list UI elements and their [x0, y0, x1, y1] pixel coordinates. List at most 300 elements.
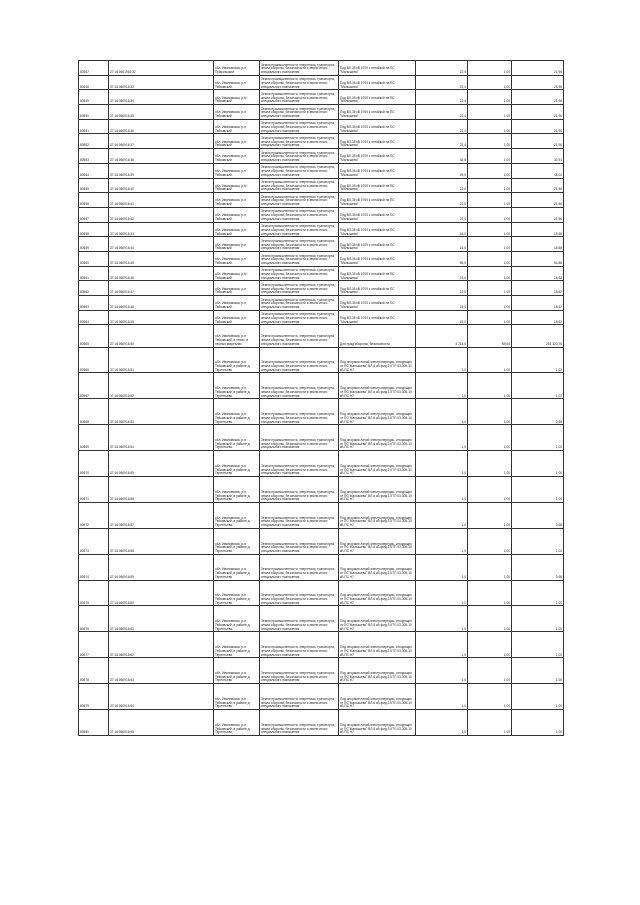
land-category-cell: Земли промышленности, энергетики, транспорта, земли обороны, безопасности и земли иного специального назначения [260, 684, 339, 710]
land-category-cell: Земли промышленности, энергетики, транспорта, земли обороны, безопасности и земли иного специального назначения [260, 528, 339, 554]
row-number-cell: 80574 [79, 554, 109, 580]
address-cell: обл. Ивановская, р-н Тейковский [214, 149, 260, 164]
cadastral-number-cell: 37:16:060916:56 [109, 477, 214, 503]
land-category-cell: Земли промышленности, энергетики, транспорта, земли обороны, безопасности и земли иного специального назначения [260, 296, 339, 311]
coefficient-cell: 1,00 [468, 425, 512, 451]
permitted-use-cell: Под ВЛ-35 кВ 0709 с отпайкой на ПС "Малышево" [339, 251, 416, 266]
table-row [79, 684, 564, 710]
cadastral-number-cell: 37:16:060916:51 [109, 347, 214, 373]
total-cell: 18,62 [512, 266, 564, 281]
table-row [79, 222, 564, 237]
permitted-use-cell: Под опорами линий электропередач, отходящих от ПС"Малышево" ВЛ-6 кВ фид.3 КТП 03-305-10 кВ ПС Н7 [339, 684, 416, 710]
row-number-cell: 80564 [79, 310, 109, 325]
permitted-use-cell: Под ВЛ-35 кВ 0709 с отпайкой на ПС "Малышево" [339, 178, 416, 193]
cadastral-number-cell: 37:16:060916:39 [109, 163, 214, 178]
area-cell: 22,4 [416, 134, 468, 149]
coefficient-cell: 1,00 [468, 178, 512, 193]
cadastral-number-cell: 37:16:060916:63 [109, 658, 214, 684]
row-number-cell: 80547 [79, 61, 109, 76]
table-row [79, 580, 564, 606]
coefficient-cell: 1,00 [468, 207, 512, 222]
cadastral-number-cell: 37:16:060916:49 [109, 310, 214, 325]
row-number-cell: 80557 [79, 207, 109, 222]
address-cell: обл. Ивановская, р-н Тейковский [214, 251, 260, 266]
row-number-cell: 80559 [79, 237, 109, 252]
address-cell: обл. Ивановская, р-н Тейковский [214, 134, 260, 149]
row-number-cell: 80573 [79, 528, 109, 554]
permitted-use-cell: Под опорами линий электропередач, отходящих от ПС"Малышево" ВЛ-6 кВ фид.3 КТП 03-305-10 кВ ПС Н7 [339, 477, 416, 503]
coefficient-cell: 1,00 [468, 632, 512, 658]
row-number-cell: 80579 [79, 684, 109, 710]
land-category-cell: Земли промышленности, энергетики, транспорта, земли обороны, безопасности и земли иного специального назначения [260, 75, 339, 90]
permitted-use-cell: Под ВЛ-35 кВ 0709 с отпайкой на ПС "Малышево" [339, 310, 416, 325]
permitted-use-cell: Под ВЛ-35 кВ 0709 с отпайкой на ПС "Малышево" [339, 119, 416, 134]
permitted-use-cell: Под опорами линий электропередач, отходящих от ПС"Малышево" ВЛ-6 кВ фид.3 КТП 03-305-10 кВ ПС Н7 [339, 451, 416, 477]
coefficient-cell: 1,00 [468, 451, 512, 477]
row-number-cell: 80565 [79, 325, 109, 347]
row-number-cell: 80572 [79, 502, 109, 528]
area-cell: 34,6 [416, 149, 468, 164]
row-number-cell: 80553 [79, 149, 109, 164]
address-cell: обл. Ивановская, р-н Тейковский [214, 178, 260, 193]
table-row [79, 373, 564, 399]
area-cell: 22,4 [416, 90, 468, 105]
total-cell: 0,98 [512, 502, 564, 528]
address-cell: обл. Ивановская, р-н Тейковский, в районе д. Терентьево [214, 658, 260, 684]
total-cell: 0,98 [512, 399, 564, 425]
address-cell: обл. Ивановская, р-н Тейковский, в районе д. Терентьево [214, 554, 260, 580]
coefficient-cell: 1,00 [468, 134, 512, 149]
area-cell: 1,0 [416, 347, 468, 373]
table-row [79, 61, 564, 76]
coefficient-cell: 59,64 [468, 325, 512, 347]
total-cell: 1,00 [512, 658, 564, 684]
land-category-cell: Земли промышленности, энергетики, транспорта, земли обороны, безопасности и земли иного специального назначения [260, 451, 339, 477]
total-cell: 33,91 [512, 149, 564, 164]
cadastral-number-cell: 37:16:060916:37 [109, 134, 214, 149]
row-number-cell: 80555 [79, 178, 109, 193]
table-row [79, 134, 564, 149]
permitted-use-cell: Под ВЛ-35 кВ 0709 с отпайкой на ПС "Малышево" [339, 163, 416, 178]
land-category-cell: Земли промышленности, энергетики, транспорта, земли обороны, безопасности и земли иного специального назначения [260, 281, 339, 296]
land-category-cell: Земли промышленности, энергетики, транспорта, земли обороны, безопасности и земли иного специального назначения [260, 477, 339, 503]
row-number-cell: 80549 [79, 90, 109, 105]
total-cell: 54,88 [512, 251, 564, 266]
total-cell: 1,00 [512, 477, 564, 503]
table-row [79, 425, 564, 451]
area-cell: 1,0 [416, 580, 468, 606]
coefficient-cell: 1,00 [468, 606, 512, 632]
permitted-use-cell: Под ВЛ-35 кВ 0709 с отпайкой на ПС "Малышево" [339, 296, 416, 311]
table-row [79, 528, 564, 554]
cadastral-number-cell: 37:16:060916:58 [109, 528, 214, 554]
land-category-cell: Земли промышленности, энергетики, транспорта, земли обороны, безопасности и земли иного специального назначения [260, 632, 339, 658]
table-row [79, 251, 564, 266]
total-cell: 21,96 [512, 105, 564, 120]
coefficient-cell: 1,00 [468, 684, 512, 710]
coefficient-cell: 1,00 [468, 347, 512, 373]
table-row [79, 149, 564, 164]
coefficient-cell: 1,00 [468, 502, 512, 528]
address-cell: обл. Ивановская, р-н Тейковский, в районе д. Терентьево [214, 606, 260, 632]
table-row [79, 710, 564, 736]
permitted-use-cell: Под опорами линий электропередач, отходящих от ПС"Малышево" ВЛ-6 кВ фид.3 КТП 03-305-10 кВ ПС Н7 [339, 373, 416, 399]
table-row [79, 119, 564, 134]
area-cell: 19,0 [416, 281, 468, 296]
cadastral-number-cell: 37:16:060916:45 [109, 251, 214, 266]
area-cell: 22,4 [416, 75, 468, 90]
cadastral-number-cell: 37:16:060916:57 [109, 502, 214, 528]
land-category-cell: Земли промышленности, энергетики, транспорта, земли обороны, безопасности и земли иного специального назначения [260, 90, 339, 105]
area-cell: 1,0 [416, 425, 468, 451]
address-cell: обл. Ивановская, р-н Тейковский, в районе д. Терентьево [214, 632, 260, 658]
address-cell: обл. Ивановская, р-н Тейковский [214, 310, 260, 325]
land-category-cell: Земли промышленности, энергетики, транспорта, земли обороны, безопасности и земли иного специального назначения [260, 149, 339, 164]
address-cell: обл. Ивановская, р-н Тейковский, в районе д. Терентьево [214, 425, 260, 451]
permitted-use-cell: Под опорами линий электропередач, отходящих от ПС"Малышево" ВЛ-6 кВ фид.3 КТП 03-305-10 кВ ПС Н7 [339, 658, 416, 684]
cadastral-number-cell: 37:16:060916:40 [109, 178, 214, 193]
table-row [79, 477, 564, 503]
permitted-use-cell: Под опорами линий электропередач, отходящих от ПС"Малышево" ВЛ-6 кВ фид.3 КТП 03-305-10 кВ ПС Н7 [339, 606, 416, 632]
permitted-use-cell: Под опорами линий электропередач, отходящих от ПС"Малышево" ВЛ-6 кВ фид.3 КТП 03-305-10 кВ ПС Н7 [339, 710, 416, 736]
row-number-cell: 80554 [79, 163, 109, 178]
area-cell: 1,0 [416, 399, 468, 425]
area-cell: 1,0 [416, 632, 468, 658]
permitted-use-cell: Под опорами линий электропередач, отходящих от ПС"Малышево" ВЛ-6 кВ фид.3 КТП 03-305-10 кВ ПС Н7 [339, 632, 416, 658]
cadastral-number-cell: 37:16:060916:44 [109, 237, 214, 252]
row-number-cell: 80577 [79, 632, 109, 658]
cadastral-number-cell: 37:16:060916:46 [109, 266, 214, 281]
cadastral-number-cell: 37:16:060916:65 [109, 710, 214, 736]
coefficient-cell: 1,00 [468, 580, 512, 606]
land-category-cell: Земли промышленности, энергетики, транспорта, земли обороны, безопасности и земли иного специального назначения [260, 554, 339, 580]
land-category-cell: Земли промышленности, энергетики, транспорта, земли обороны, безопасности и земли иного специального назначения [260, 325, 339, 347]
address-cell: обл. Ивановская, р-н Тейковский, в районе д. Терентьево [214, 502, 260, 528]
address-cell: обл. Ивановская, р-н Тейковский [214, 281, 260, 296]
total-cell: 1,00 [512, 684, 564, 710]
land-category-cell: Земли промышленности, энергетики, транспорта, земли обороны, безопасности и земли иного специального назначения [260, 119, 339, 134]
address-cell: обл. Ивановская, р-н Тейковский, в районе д. Терентьево [214, 373, 260, 399]
address-cell: обл. Ивановская, р-н Тейковский, в районе д. Терентьево [214, 684, 260, 710]
coefficient-cell: 1,00 [468, 266, 512, 281]
table-row [79, 606, 564, 632]
row-number-cell: 80562 [79, 281, 109, 296]
address-cell: обл. Ивановская, р-н Тейковский [214, 193, 260, 208]
address-cell: обл. Ивановская, р-н Тейковский [214, 119, 260, 134]
coefficient-cell: 1,00 [468, 658, 512, 684]
permitted-use-cell: Под опорами линий электропередач, отходящих от ПС"Малышево" ВЛ-6 кВ фид.3 КТП 03-305-10 кВ ПС Н7 [339, 554, 416, 580]
permitted-use-cell: Под ВЛ-35 кВ 0709 с отпайкой на ПС "Малышево" [339, 222, 416, 237]
address-cell: обл. Ивановская, р-н Тейковский, в районе д. Терентьево [214, 477, 260, 503]
cadastral-number-cell: 37:16:060916:47 [109, 281, 214, 296]
permitted-use-cell: Под опорами линий электропередач, отходящих от ПС"Малышево" ВЛ-6 кВ фид.3 КТП 03-305-10 кВ ПС Н7 [339, 580, 416, 606]
row-number-cell: 80563 [79, 296, 109, 311]
total-cell: 1,00 [512, 451, 564, 477]
coefficient-cell: 1,00 [468, 75, 512, 90]
total-cell: 1,00 [512, 632, 564, 658]
table-row [79, 75, 564, 90]
row-number-cell: 80550 [79, 105, 109, 120]
land-category-cell: Земли промышленности, энергетики, транспорта, земли обороны, безопасности и земли иного специального назначения [260, 251, 339, 266]
land-category-cell: Земли промышленности, энергетики, транспорта, земли обороны, безопасности и земли иного специального назначения [260, 237, 339, 252]
coefficient-cell: 1,00 [468, 193, 512, 208]
total-cell: 1,02 [512, 373, 564, 399]
coefficient-cell: 1,00 [468, 296, 512, 311]
land-category-cell: Земли промышленности, энергетики, транспорта, земли обороны, безопасности и земли иного специального назначения [260, 580, 339, 606]
land-registry-sheet [78, 60, 563, 736]
total-cell: 0,98 [512, 554, 564, 580]
permitted-use-cell: Под ВЛ-35 кВ 0709 с отпайкой на ПС "Малышево" [339, 193, 416, 208]
total-cell: 18,62 [512, 296, 564, 311]
area-cell: 22,0 [416, 178, 468, 193]
total-cell: 15,68 [512, 222, 564, 237]
permitted-use-cell: Под опорами линий электропередач, отходящих от ПС"Малышево" ВЛ-6 кВ фид.3 КТП 03-305-10 кВ ПС Н7 [339, 528, 416, 554]
area-cell: 1,0 [416, 528, 468, 554]
permitted-use-cell: Под опорами линий электропередач, отходящих от ПС"Малышево" ВЛ-6 кВ фид.3 КТП 03-305-10 кВ ПС Н7 [339, 502, 416, 528]
coefficient-cell: 1,00 [468, 251, 512, 266]
permitted-use-cell: Под опорами линий электропередач, отходящих от ПС"Малышево" ВЛ-6 кВ фид.3 КТП 03-305-10 кВ ПС Н7 [339, 347, 416, 373]
land-category-cell: Земли промышленности, энергетики, транспорта, земли обороны, безопасности и земли иного специального назначения [260, 347, 339, 373]
table-row [79, 658, 564, 684]
total-cell: 15,68 [512, 237, 564, 252]
permitted-use-cell: Под ВЛ-35 кВ 0709 с отпайкой на ПС "Малышево" [339, 90, 416, 105]
table-row [79, 296, 564, 311]
area-cell: 22,4 [416, 119, 468, 134]
coefficient-cell: 1,00 [468, 477, 512, 503]
cadastral-number-cell: 37:16:060916:55 [109, 451, 214, 477]
cadastral-number-cell: 37:16:060916:64 [109, 684, 214, 710]
coefficient-cell: 1,00 [468, 149, 512, 164]
area-cell: 16,0 [416, 237, 468, 252]
permitted-use-cell: Под ВЛ-35 кВ 0709 с отпайкой на ПС "Малышево" [339, 237, 416, 252]
cadastral-number-cell: 37:16:060916:43 [109, 222, 214, 237]
permitted-use-cell: Под ВЛ-35 кВ 0709 с отпайкой на ПС "Малышево" [339, 134, 416, 149]
coefficient-cell: 1,00 [468, 373, 512, 399]
row-number-cell: 80551 [79, 119, 109, 134]
row-number-cell: 80561 [79, 266, 109, 281]
area-cell: 1,0 [416, 373, 468, 399]
total-cell: 251 323,76 [512, 325, 564, 347]
area-cell: 1,0 [416, 477, 468, 503]
row-number-cell: 80578 [79, 658, 109, 684]
coefficient-cell: 1,00 [468, 399, 512, 425]
area-cell: 22,4 [416, 61, 468, 76]
permitted-use-cell: Под ВЛ-35 кВ 0709 с отпайкой на ПС "Малышево" [339, 281, 416, 296]
cadastral-number-cell: 37:16:060916:50 [109, 325, 214, 347]
cadastral-number-cell: 37:16:060916:60 [109, 580, 214, 606]
area-cell: 16,0 [416, 222, 468, 237]
table-row [79, 178, 564, 193]
table-row [79, 90, 564, 105]
row-number-cell: 80560 [79, 251, 109, 266]
table-row [79, 193, 564, 208]
total-cell: 18,62 [512, 281, 564, 296]
row-number-cell: 80548 [79, 75, 109, 90]
coefficient-cell: 1,00 [468, 105, 512, 120]
coefficient-cell: 1,00 [468, 710, 512, 736]
total-cell: 1,02 [512, 528, 564, 554]
land-category-cell: Земли промышленности, энергетики, транспорта, земли обороны, безопасности и земли иного специального назначения [260, 266, 339, 281]
total-cell: 21,56 [512, 207, 564, 222]
table-row [79, 237, 564, 252]
address-cell: обл. Ивановская, р-н Тейковский, в районе д. Терентьево [214, 451, 260, 477]
row-number-cell: 80552 [79, 134, 109, 149]
total-cell: 21,96 [512, 61, 564, 76]
area-cell: 1,0 [416, 451, 468, 477]
area-cell: 19,0 [416, 310, 468, 325]
land-category-cell: Земли промышленности, энергетики, транспорта, земли обороны, безопасности и земли иного специального назначения [260, 163, 339, 178]
cadastral-number-cell: 37:16:060916:34 [109, 90, 214, 105]
table-row [79, 105, 564, 120]
land-category-cell: Земли промышленности, энергетики, транспорта, земли обороны, безопасности и земли иного специального назначения [260, 425, 339, 451]
area-cell: 22,4 [416, 105, 468, 120]
coefficient-cell: 1,00 [468, 222, 512, 237]
address-cell: обл. Ивановская, р-н Тейковский, в районе д. Терентьево [214, 347, 260, 373]
total-cell: 48,02 [512, 163, 564, 178]
address-cell: обл. Ивановская, р-н Тейковский [214, 222, 260, 237]
area-cell: 1,0 [416, 684, 468, 710]
cadastral-number-cell: 37:16:060916:33 [109, 75, 214, 90]
land-category-cell: Земли промышленности, энергетики, транспорта, земли обороны, безопасности и земли иного специального назначения [260, 105, 339, 120]
table-row [79, 325, 564, 347]
land-category-cell: Земли промышленности, энергетики, транспорта, земли обороны, безопасности и земли иного специального назначения [260, 373, 339, 399]
coefficient-cell: 1,00 [468, 310, 512, 325]
cadastral-number-cell: 37:16:060916:38 [109, 149, 214, 164]
address-cell: обл. Ивановская, р-н Тейковский, в районе д. Терентьево [214, 580, 260, 606]
table-row [79, 632, 564, 658]
address-cell: обл. Ивановская, р-н Тейковский, в лесах, в лесных кварталах [214, 325, 260, 347]
land-category-cell: Земли промышленности, энергетики, транспорта, земли обороны, безопасности и земли иного специального назначения [260, 658, 339, 684]
land-category-cell: Земли промышленности, энергетики, транспорта, земли обороны, безопасности и земли иного специального назначения [260, 178, 339, 193]
coefficient-cell: 1,00 [468, 119, 512, 134]
row-number-cell: 80567 [79, 373, 109, 399]
area-cell: 1,0 [416, 554, 468, 580]
table-body [79, 61, 564, 736]
land-category-cell: Земли промышленности, энергетики, транспорта, земли обороны, безопасности и земли иного специального назначения [260, 502, 339, 528]
row-number-cell: 80569 [79, 425, 109, 451]
cadastral-number-cell: 37:16:060916:42 [109, 207, 214, 222]
land-plots-table [78, 60, 564, 736]
row-number-cell: 80566 [79, 347, 109, 373]
table-row [79, 399, 564, 425]
area-cell: 1,0 [416, 606, 468, 632]
address-cell: обл. Ивановская, р-н Тейковский, в районе д. Терентьево [214, 399, 260, 425]
table-row [79, 266, 564, 281]
total-cell: 1,00 [512, 710, 564, 736]
coefficient-cell: 1,00 [468, 163, 512, 178]
address-cell: обл. Ивановская, р-н Тейковский [214, 163, 260, 178]
permitted-use-cell: Под опорами линий электропередач, отходящих от ПС"Малышево" ВЛ-6 кВ фид.3 КТП 03-305-10 кВ ПС Н7 [339, 425, 416, 451]
row-number-cell: 80571 [79, 477, 109, 503]
address-cell: обл. Ивановская, р-н Тейковский [214, 296, 260, 311]
total-cell: 18,62 [512, 310, 564, 325]
area-cell: 1,0 [416, 502, 468, 528]
cadastral-number-cell: 37:16:060916:52 [109, 373, 214, 399]
total-cell: 1,00 [512, 425, 564, 451]
land-category-cell: Земли промышленности, энергетики, транспорта, земли обороны, безопасности и земли иного специального назначения [260, 399, 339, 425]
table-row [79, 207, 564, 222]
row-number-cell: 80575 [79, 580, 109, 606]
table-row [79, 347, 564, 373]
area-cell: 49,0 [416, 163, 468, 178]
address-cell: обл. Ивановская, р-н Тейковский, в районе д. Терентьево [214, 710, 260, 736]
area-cell: 4 214,0 [416, 325, 468, 347]
permitted-use-cell: Для нужд обороны, безопасности [339, 325, 416, 347]
land-category-cell: Земли промышленности, энергетики, транспорта, земли обороны, безопасности и земли иного специального назначения [260, 134, 339, 149]
coefficient-cell: 1,00 [468, 528, 512, 554]
cadastral-number-cell: 37:16:060916:59 [109, 554, 214, 580]
address-cell: обл. Ивановская, р-н Тейковский, в районе д. Терентьево [214, 528, 260, 554]
permitted-use-cell: Под ВЛ-35 кВ 0709 с отпайкой на ПС "Малышево" [339, 75, 416, 90]
total-cell: 1,02 [512, 347, 564, 373]
cadastral-number-cell: 37:16:060916:36 [109, 119, 214, 134]
total-cell: 21,96 [512, 119, 564, 134]
row-number-cell: 80556 [79, 193, 109, 208]
area-cell: 19,0 [416, 296, 468, 311]
area-cell: 22,0 [416, 193, 468, 208]
permitted-use-cell: Под ВЛ-35 кВ 0709 с отпайкой на ПС "Малышево" [339, 266, 416, 281]
cadastral-number-cell: 37:16:060916:48 [109, 296, 214, 311]
cadastral-number-cell: 37:16:060916:62 [109, 632, 214, 658]
cadastral-number-cell: 37:16:060916:54 [109, 425, 214, 451]
address-cell: обл. Ивановская, р-н Тейковский [214, 266, 260, 281]
cadastral-number-cell: 27:16:0601916:32 [109, 61, 214, 76]
permitted-use-cell: Под ВЛ-35 кВ 0709 с отпайкой на ПС "Малышево" [339, 207, 416, 222]
row-number-cell: 80576 [79, 606, 109, 632]
land-category-cell: Земли промышленности, энергетики, транспорта, земли обороны, безопасности и земли иного специального назначения [260, 61, 339, 76]
total-cell: 21,96 [512, 90, 564, 105]
address-cell: обл. Ивановская, р-н Тейковский [214, 207, 260, 222]
table-row [79, 554, 564, 580]
land-category-cell: Земли промышленности, энергетики, транспорта, земли обороны, безопасности и земли иного специального назначения [260, 606, 339, 632]
total-cell: 21,96 [512, 134, 564, 149]
total-cell: 21,56 [512, 193, 564, 208]
cadastral-number-cell: 37:16:060916:53 [109, 399, 214, 425]
address-cell: обл. Ивановская, р-н Тейковский [214, 105, 260, 120]
area-cell: 1,0 [416, 658, 468, 684]
area-cell: 56,0 [416, 251, 468, 266]
permitted-use-cell: Под опорами линий электропередач, отходящих от ПС"Малышево" ВЛ-6 кВ фид.3 КТП 03-305-10 кВ ПС Н7 [339, 399, 416, 425]
total-cell: 21,96 [512, 75, 564, 90]
coefficient-cell: 1,00 [468, 554, 512, 580]
table-row [79, 281, 564, 296]
permitted-use-cell: Под ВЛ-35 кВ 0709 с отпайкой на ПС "Малышево" [339, 105, 416, 120]
address-cell: обл. Ивановская, р-н Тейковский [214, 75, 260, 90]
coefficient-cell: 1,00 [468, 90, 512, 105]
row-number-cell: 80580 [79, 710, 109, 736]
table-row [79, 163, 564, 178]
address-cell: обл. Ивановская, р-н Тейковский [214, 90, 260, 105]
permitted-use-cell: Под ВЛ-35 кВ 0709 с отпайкой на ПС "Малышево" [339, 61, 416, 76]
permitted-use-cell: Под ВЛ-35 кВ 0709 с отпайкой на ПС "Малышево" [339, 149, 416, 164]
area-cell: 1,0 [416, 710, 468, 736]
land-category-cell: Земли промышленности, энергетики, транспорта, земли обороны, безопасности и земли иного специального назначения [260, 207, 339, 222]
coefficient-cell: 1,00 [468, 237, 512, 252]
land-category-cell: Земли промышленности, энергетики, транспорта, земли обороны, безопасности и земли иного специального назначения [260, 193, 339, 208]
area-cell: 19,0 [416, 266, 468, 281]
total-cell: 21,56 [512, 178, 564, 193]
table-row [79, 502, 564, 528]
land-category-cell: Земли промышленности, энергетики, транспорта, земли обороны, безопасности и земли иного специального назначения [260, 710, 339, 736]
coefficient-cell: 1,00 [468, 61, 512, 76]
address-cell: обл. Ивановская, р-н Тейковский [214, 237, 260, 252]
table-row [79, 310, 564, 325]
land-category-cell: Земли промышленности, энергетики, транспорта, земли обороны, безопасности и земли иного специального назначения [260, 222, 339, 237]
row-number-cell: 80568 [79, 399, 109, 425]
total-cell: 1,00 [512, 580, 564, 606]
row-number-cell: 80570 [79, 451, 109, 477]
cadastral-number-cell: 37:16:060916:61 [109, 606, 214, 632]
